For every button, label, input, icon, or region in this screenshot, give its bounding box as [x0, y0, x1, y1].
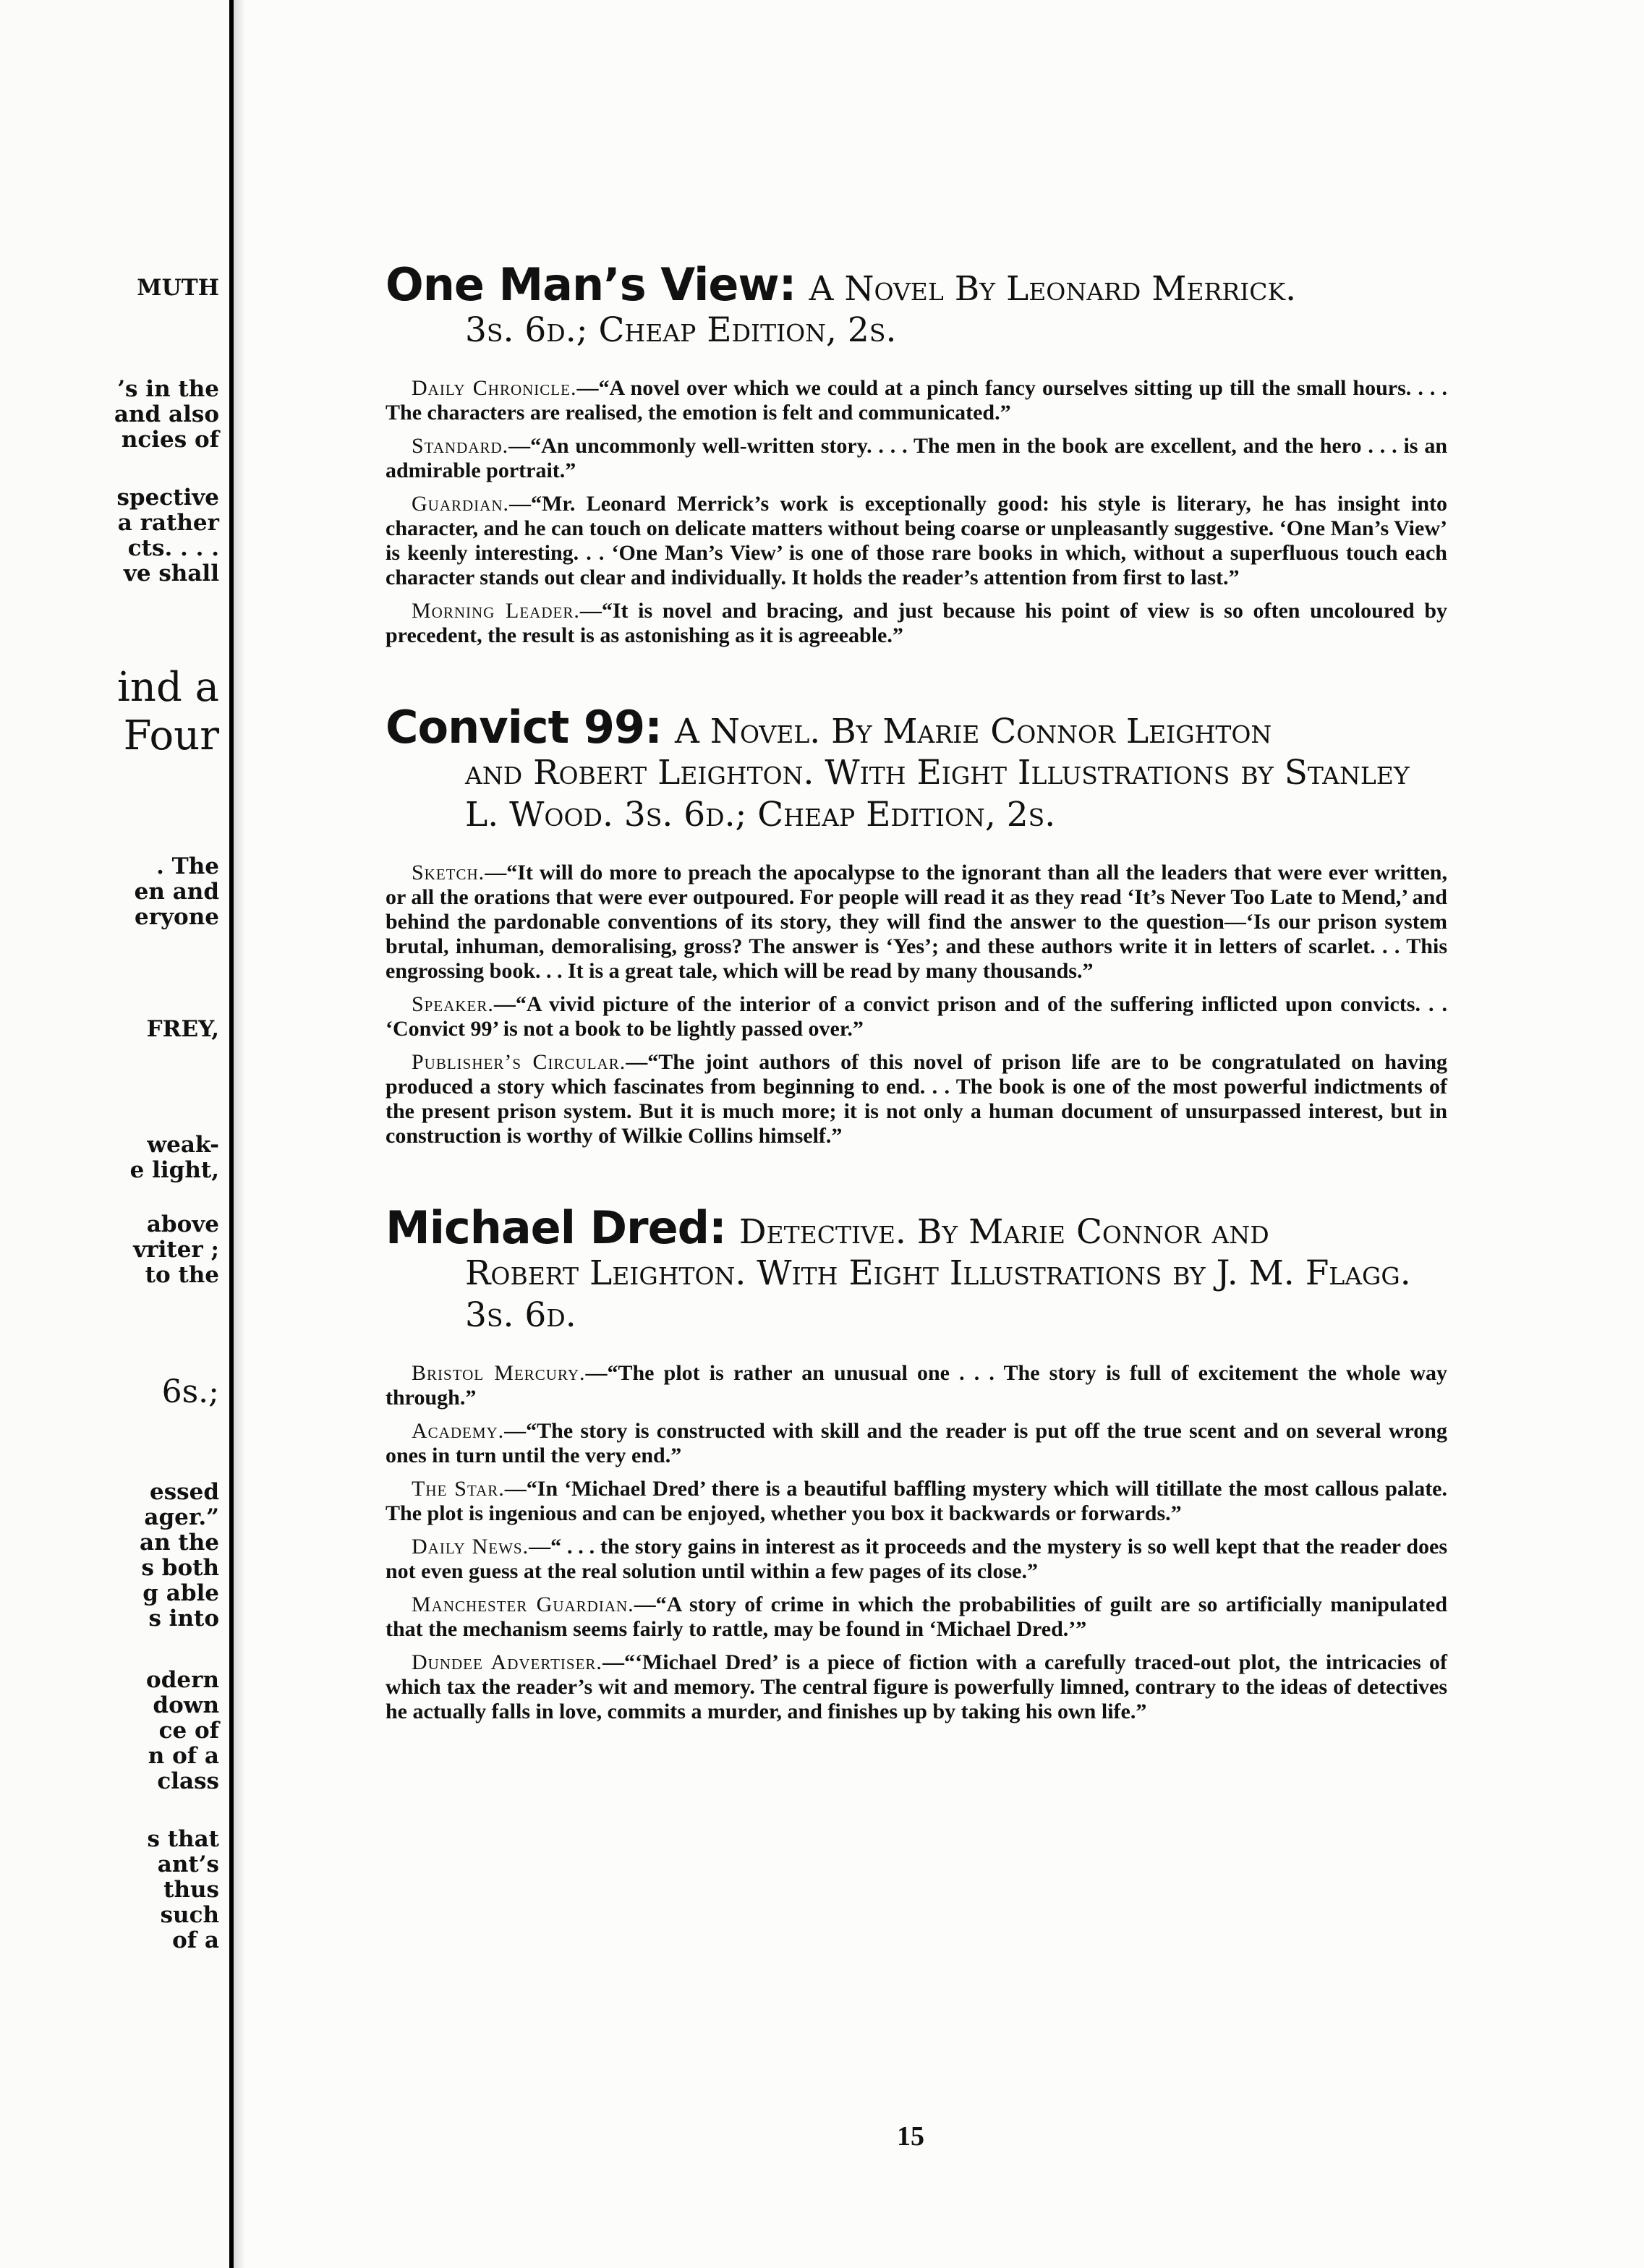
left-page-fragment: such — [160, 1902, 219, 1928]
press-review — [386, 434, 1447, 483]
review-source: Speaker. — [412, 992, 494, 1016]
press-review — [386, 599, 1447, 648]
book-entry — [386, 1201, 1448, 1724]
review-quote: —“It will do more to preach the apocalypse to the ignorant than all the leaders that were ever written, or all the orations that were ever outpoured. For people will read it as they read ‘It’s Never Too Late to Mend,’ and behind the pardonable conventions of its story, they will find the answer to the question—‘Is our prison system brutal, inhuman, demoralising, gross? The answer is ‘Yes’; and these authors write it in letters of scarlet. . . This engrossing book. . . It is a great tale, which will be read by many thousands.” — [386, 861, 1447, 983]
press-review — [386, 1050, 1447, 1148]
left-page-fragment: down — [153, 1692, 219, 1718]
left-page-fragment: cts. . . . — [127, 535, 219, 561]
left-page-fragment: e light, — [129, 1157, 219, 1183]
left-page-fragment: an the — [140, 1530, 219, 1556]
review-quote: —“An uncommonly well-written story. . . . The men in the book are excellent, and the hero . . . is an admirable portrait.” — [386, 434, 1447, 482]
left-page-fragment: FREY, — [146, 1016, 219, 1042]
book-byline: A Novel. By Marie Connor Leighton — [674, 712, 1272, 751]
press-review — [386, 1593, 1447, 1642]
press-review — [386, 1477, 1447, 1526]
book-entry — [386, 701, 1448, 1148]
press-review — [386, 1361, 1447, 1410]
left-page-fragment: weak- — [147, 1132, 219, 1158]
left-page-fragment: . The — [156, 853, 219, 879]
left-page-fragment: eryone — [134, 904, 219, 930]
review-quote: —“The story is constructed with skill and the reader is put off the true scent and on several wrong ones in turn until the very end.” — [386, 1419, 1447, 1467]
left-page-fragment: s both — [141, 1555, 219, 1581]
review-quote: —“In ‘Michael Dred’ there is a beautiful baffling mystery which will titillate the most callous palate. The plot is ingenious and can be enjoyed, whether you box it backwards or forwards.” — [386, 1477, 1447, 1525]
left-page-fragment: spective — [116, 485, 219, 511]
left-page-fragment: class — [157, 1768, 219, 1794]
book-byline: Detective. By Marie Connor and — [738, 1212, 1269, 1252]
left-page-fragment: and also — [114, 401, 219, 427]
left-page-fragment: s into — [148, 1606, 219, 1632]
left-page-fragment: ’s in the — [117, 376, 219, 402]
review-source: Publisher’s Circular. — [412, 1050, 626, 1074]
left-page-fragment: ager.” — [144, 1504, 219, 1530]
review-source: Bristol Mercury. — [412, 1361, 586, 1385]
left-page-fragment: of a — [172, 1927, 219, 1953]
review-quote: —“‘Michael Dred’ is a piece of fiction with a carefully traced-out plot, the intricacies of which tax the reader’s wit and memory. The central figure is powerfully limned, contrary to the ideas of detectives he actually falls in love, commits a murder, and finishes up by taking his own life.” — [386, 1650, 1447, 1723]
left-page-fragment: vriter ; — [133, 1237, 219, 1263]
book-details: and Robert Leighton. With Eight Illustrations by Stanley L. Wood. 3s. 6d.; Cheap Edition, 2s. — [465, 753, 1410, 835]
review-source: The Star. — [412, 1477, 505, 1501]
review-source: Morning Leader. — [412, 599, 580, 623]
press-review — [386, 1535, 1447, 1584]
left-page-fragment: ant’s — [157, 1851, 219, 1877]
press-review — [386, 376, 1447, 425]
page-fold-shadow — [234, 0, 245, 2268]
left-page-fragment: Four — [123, 712, 219, 759]
review-quote: —“ . . . the story gains in interest as it proceeds and the mystery is so well kept that the reader does not even guess at the real solution until within a few pages of its close.” — [386, 1535, 1447, 1583]
book-advertisements — [386, 258, 1448, 1783]
review-quote: —“It is novel and bracing, and just because his point of view is so often uncoloured by precedent, the result is as astonishing as it is agreeable.” — [386, 599, 1447, 647]
review-source: Sketch. — [412, 861, 485, 884]
book-title: Michael Dred: — [386, 1201, 726, 1254]
review-quote: —“The joint authors of this novel of prison life are to be congratulated on having produced a story which fascinates from beginning to end. . . The book is one of the most powerful indictments of the present prison system. But it is much more; it is not only a human document of unsurpassed interest, but in construction is worthy of Wilkie Collins himself.” — [386, 1050, 1448, 1148]
press-review — [386, 492, 1447, 590]
page-number: 15 — [897, 2121, 924, 2152]
book-heading — [386, 258, 1447, 311]
review-source: Daily Chronicle. — [412, 376, 577, 400]
left-page-fragment: en and — [134, 879, 219, 905]
review-source: Standard. — [412, 434, 509, 458]
book-details: Robert Leighton. With Eight Illustrations by J. M. Flagg. 3s. 6d. — [465, 1253, 1411, 1335]
review-source: Academy. — [412, 1419, 505, 1443]
left-page-fragment: n of a — [148, 1743, 219, 1769]
book-entry — [386, 258, 1447, 648]
left-page-fragment: MUTH — [137, 275, 219, 301]
press-review — [386, 992, 1447, 1041]
left-page-fragment: 6s.; — [161, 1373, 219, 1410]
book-byline: A Novel By Leonard Merrick. — [809, 269, 1297, 309]
review-source: Daily News. — [412, 1535, 529, 1559]
review-quote: —“A story of crime in which the probabilities of guilt are so artificially manipulated that the mechanism seems fairly to rattle, may be found in ‘Michael Dred.’” — [386, 1593, 1448, 1641]
book-title: One Man’s View: — [386, 258, 796, 311]
left-page-fragment: odern — [146, 1667, 219, 1693]
review-quote: —“A novel over which we could at a pinch fancy ourselves sitting up till the small hours. . . . The characters are realised, the emotion is felt and communicated.” — [386, 376, 1447, 425]
left-page-fragment: above — [146, 1211, 219, 1237]
review-quote: —“A vivid picture of the interior of a convict prison and of the suffering inflicted upon convicts. . . ‘Convict 99’ is not a book to be lightly passed over.” — [386, 992, 1447, 1041]
review-source: Dundee Advertiser. — [412, 1650, 602, 1674]
left-page-fragment: g able — [142, 1580, 219, 1606]
book-heading — [386, 1201, 1447, 1254]
review-source: Guardian. — [412, 492, 509, 516]
book-heading — [386, 701, 1447, 754]
book-details: 3s. 6d.; Cheap Edition, 2s. — [465, 310, 897, 350]
left-page-fragment: ind a — [116, 664, 219, 711]
review-source: Manchester Guardian. — [412, 1593, 634, 1616]
press-review — [386, 1419, 1447, 1468]
left-page-fragment: s that — [147, 1826, 219, 1852]
left-page-fragment: thus — [163, 1877, 219, 1903]
book-title: Convict 99: — [386, 701, 662, 754]
press-review — [386, 1650, 1447, 1724]
left-page-fragment: ve shall — [123, 560, 219, 587]
left-page-fragment: ncies of — [121, 427, 219, 453]
review-quote: —“The plot is rather an unusual one . . . The story is full of excitement the whole way through.” — [386, 1361, 1447, 1410]
left-page-fragment: a rather — [117, 510, 219, 536]
left-page — [0, 0, 234, 2268]
left-page-fragment: to the — [145, 1262, 219, 1288]
left-page-fragment: essed — [149, 1479, 219, 1505]
press-review — [386, 861, 1447, 984]
left-page-fragment: ce of — [158, 1718, 219, 1744]
review-quote: —“Mr. Leonard Merrick’s work is exceptionally good: his style is literary, he has insight into character, and he can touch on delicate matters without being coarse or unpleasantly suggestive. ‘One Man’s View’ is keenly interesting. . . ‘One Man’s View’ is one of those rare books in which, without a superfluous touch each character stands out clear and individually. It holds the reader’s attention from first to last.” — [386, 492, 1447, 589]
